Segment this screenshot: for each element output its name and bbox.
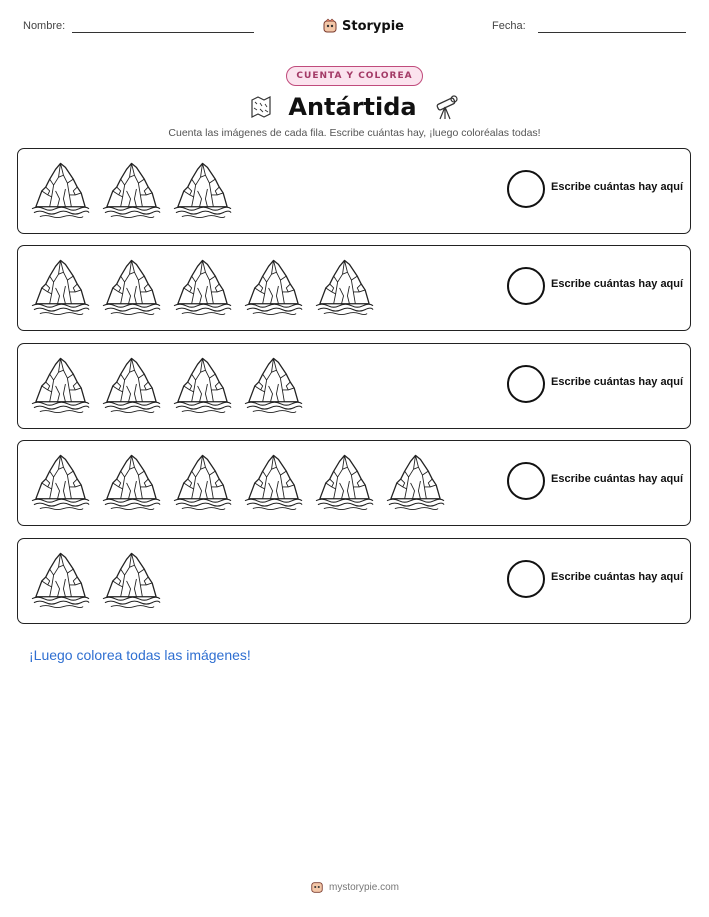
iceberg-icon	[243, 254, 304, 318]
footer-note: ¡Luego colorea todas las imágenes!	[29, 647, 251, 663]
badge-container	[0, 65, 709, 86]
answer-label: Escribe cuántas hay aquí	[551, 571, 684, 583]
iceberg-icon	[101, 157, 162, 221]
count-row	[17, 538, 691, 624]
iceberg-icon	[172, 157, 233, 221]
iceberg-group	[30, 449, 446, 515]
iceberg-group	[30, 547, 162, 613]
count-row	[17, 148, 691, 234]
iceberg-group	[30, 157, 233, 223]
iceberg-icon	[243, 352, 304, 416]
instructions: Cuenta las imágenes de cada fila. Escribe cuántas hay, ¡luego coloréalas todas!	[168, 127, 541, 139]
answer-circle[interactable]	[507, 462, 545, 500]
iceberg-icon	[101, 547, 162, 611]
date-label: Fecha:	[492, 20, 526, 32]
page-footer	[0, 880, 709, 894]
answer-circle[interactable]	[507, 560, 545, 598]
iceberg-icon	[101, 254, 162, 318]
name-label: Nombre:	[23, 20, 66, 32]
storypie-footer-logo-icon	[310, 880, 324, 894]
iceberg-icon	[30, 254, 91, 318]
iceberg-icon	[172, 254, 233, 318]
iceberg-icon	[314, 449, 375, 513]
iceberg-icon	[101, 352, 162, 416]
brand	[322, 16, 404, 36]
iceberg-icon	[172, 352, 233, 416]
storypie-logo-icon	[322, 18, 338, 34]
iceberg-icon	[314, 254, 375, 318]
answer-label: Escribe cuántas hay aquí	[551, 181, 684, 193]
name-field[interactable]	[72, 32, 254, 33]
iceberg-icon	[172, 449, 233, 513]
telescope-icon	[431, 93, 461, 121]
footer-url: mystorypie.com	[328, 881, 399, 893]
brand-name: Storypie	[342, 18, 404, 34]
iceberg-icon	[243, 449, 304, 513]
iceberg-group	[30, 352, 304, 418]
answer-label: Escribe cuántas hay aquí	[551, 473, 684, 485]
answer-circle[interactable]	[507, 267, 545, 305]
worksheet-header	[0, 16, 709, 40]
count-row	[17, 440, 691, 526]
iceberg-icon	[30, 352, 91, 416]
map-icon	[248, 94, 274, 120]
date-field[interactable]	[538, 32, 686, 33]
title-row	[0, 90, 709, 124]
answer-circle[interactable]	[507, 365, 545, 403]
page-title: Antártida	[288, 93, 417, 121]
iceberg-icon	[30, 547, 91, 611]
answer-label: Escribe cuántas hay aquí	[551, 278, 684, 290]
iceberg-icon	[30, 157, 91, 221]
answer-circle[interactable]	[507, 170, 545, 208]
iceberg-icon	[30, 449, 91, 513]
count-row	[17, 245, 691, 331]
count-row	[17, 343, 691, 429]
activity-badge: CUENTA Y COLOREA	[286, 66, 422, 86]
iceberg-icon	[101, 449, 162, 513]
answer-label: Escribe cuántas hay aquí	[551, 376, 684, 388]
iceberg-icon	[385, 449, 446, 513]
iceberg-group	[30, 254, 375, 320]
